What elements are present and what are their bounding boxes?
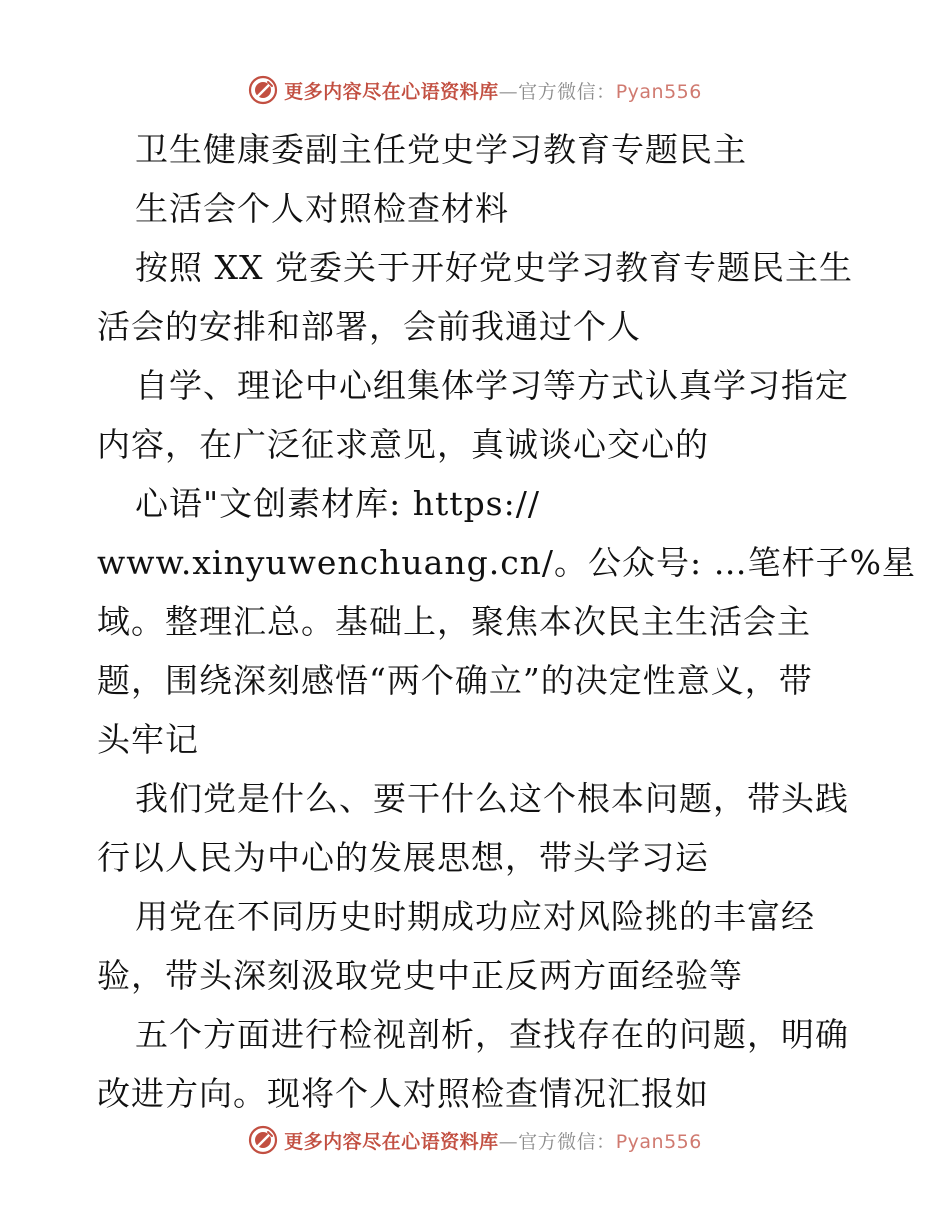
text-line: www.xinyuwenchuang.cn/。公众号: …笔杆子%星 (97, 543, 917, 582)
text-line: 头牢记 (97, 720, 199, 759)
text-line: 行以人民为中心的发展思想，带头学习运 (97, 838, 709, 877)
watermark-brand: 更多内容尽在心语资料库 (284, 1130, 499, 1153)
footer-watermark (0, 1120, 950, 1160)
text-line: 改进方向。现将个人对照检查情况汇报如 (97, 1074, 709, 1113)
watermark-text (284, 77, 702, 104)
text-line: 验，带头深刻汲取党史中正反两方面经验等 (97, 956, 743, 995)
text-line: 我们党是什么、要干什么这个根本问题，带头践 (135, 779, 849, 818)
watermark-separator: — (498, 80, 519, 103)
document-body (97, 120, 917, 1123)
text-line: 题，围绕深刻感悟“两个确立”的决定性意义，带 (97, 661, 813, 700)
text-line: 域。整理汇总。基础上，聚焦本次民主生活会主 (97, 602, 811, 641)
watermark-brand: 更多内容尽在心语资料库 (284, 80, 499, 103)
pen-logo-icon (248, 1125, 278, 1155)
watermark-wechat-label: 官方微信： (518, 1130, 616, 1153)
watermark-wechat-label: 官方微信： (518, 80, 616, 103)
watermark-separator: — (498, 1130, 519, 1153)
watermark-wechat-id: Pyan556 (615, 1130, 702, 1153)
text-line: 心语"文创素材库: https:// (135, 484, 540, 523)
text-line: 生活会个人对照检查材料 (135, 189, 509, 228)
text-line: 卫生健康委副主任党史学习教育专题民主 (135, 130, 747, 169)
text-line: 五个方面进行检视剖析，查找存在的问题，明确 (135, 1015, 849, 1054)
watermark-wechat-id: Pyan556 (615, 80, 702, 103)
header-watermark (0, 70, 950, 110)
text-line: 活会的安排和部署，会前我通过个人 (97, 307, 641, 346)
text-line: 内容，在广泛征求意见，真诚谈心交心的 (97, 425, 709, 464)
text-line: 自学、理论中心组集体学习等方式认真学习指定 (135, 366, 849, 405)
pen-logo-icon (248, 75, 278, 105)
text-line: 按照 XX 党委关于开好党史学习教育专题民主生 (135, 248, 853, 287)
text-line: 用党在不同历史时期成功应对风险挑的丰富经 (135, 897, 815, 936)
watermark-text (284, 1127, 702, 1154)
